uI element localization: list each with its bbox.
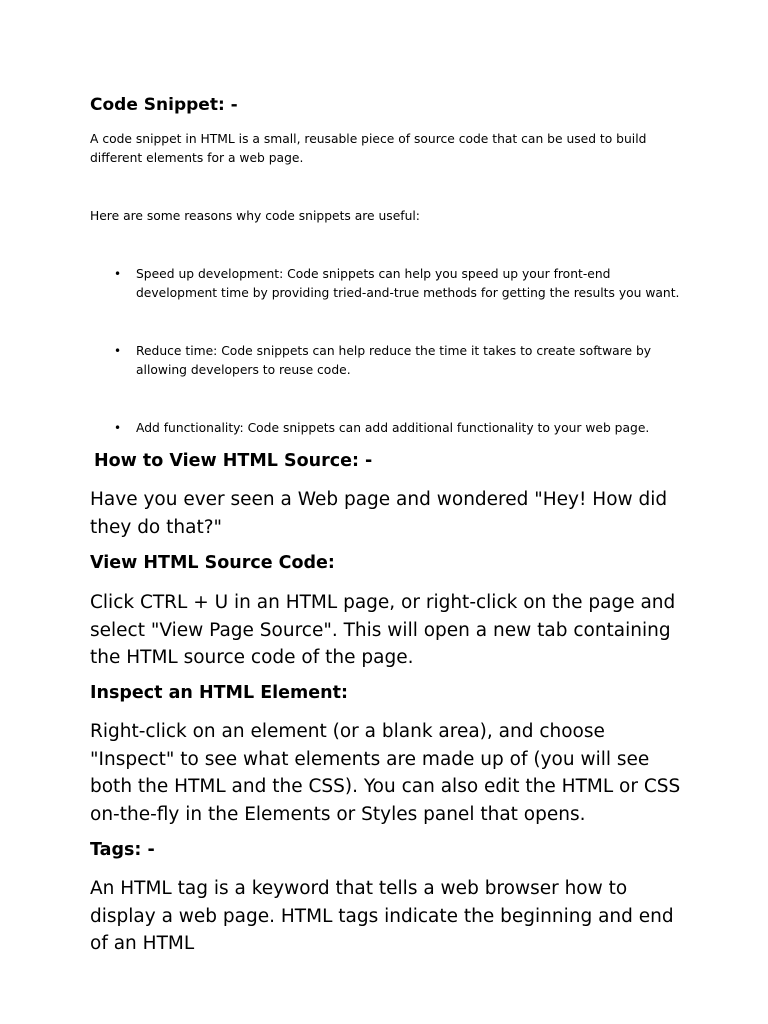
bullet-text-add-functionality: Add functionality: Code snippets can add additional functionality to your web page. <box>136 421 650 435</box>
heading-view-source: How to View HTML Source: - <box>94 451 373 471</box>
heading-view-code: View HTML Source Code: <box>90 553 335 573</box>
bullet-icon: • <box>114 344 122 358</box>
heading-tags: Tags: - <box>90 840 155 860</box>
inspect-paragraph: Right-click on an element (or a blank area), and choose "Inspect" to see what elements are made up of (you will see both the HTML and the CSS). You can also edit the HTML or CSS on-the-fly in the Elements or Styles panel that opens. <box>90 721 681 825</box>
tags-paragraph: An HTML tag is a keyword that tells a web browser how to display a web page. HTML tags indicate the beginning and end of an HTML <box>90 878 674 954</box>
reasons-intro-paragraph: Here are some reasons why code snippets are useful: <box>90 209 420 223</box>
view-source-paragraph: Have you ever seen a Web page and wondered "Hey! How did they do that?" <box>90 489 668 538</box>
heading-code-snippet: Code Snippet: - <box>90 95 238 115</box>
heading-inspect: Inspect an HTML Element: <box>90 683 348 703</box>
intro-paragraph: A code snippet in HTML is a small, reusable piece of source code that can be used to build different elements for a web page. <box>90 132 647 165</box>
view-code-paragraph: Click CTRL + U in an HTML page, or right-click on the page and select "View Page Source". This will open a new tab containing the HTML source code of the page. <box>90 592 676 668</box>
bullet-icon: • <box>114 267 122 281</box>
bullet-icon: • <box>114 421 122 435</box>
bullet-text-speed-up: Speed up development: Code snippets can help you speed up your front-end development time by providing tried-and-true methods for getting the results you want. <box>136 267 680 300</box>
bullet-text-reduce-time: Reduce time: Code snippets can help reduce the time it takes to create software by allowing developers to reuse code. <box>136 344 652 377</box>
